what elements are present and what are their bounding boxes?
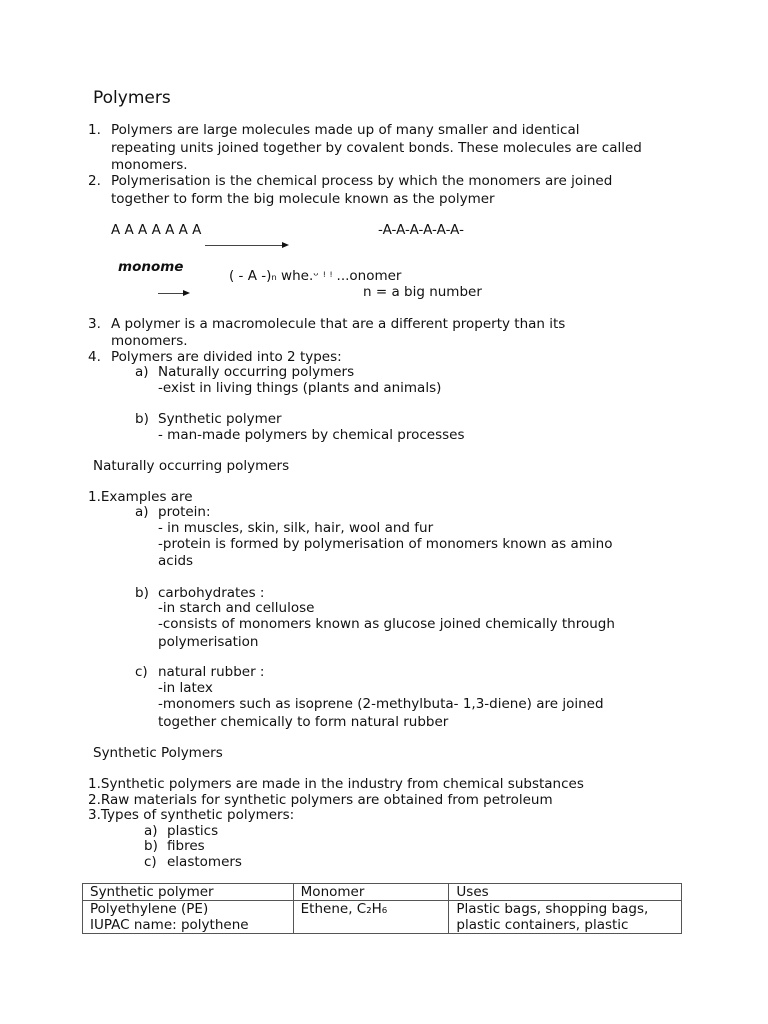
- paragraph-line: Polymerisation is the chemical process by which the monomers are joined: [111, 173, 613, 189]
- sub-label: c): [144, 854, 157, 870]
- paragraph-line: 2.Raw materials for synthetic polymers are obtained from petroleum: [88, 792, 553, 808]
- paragraph-line: monomers.: [111, 333, 188, 349]
- sub-label: b): [135, 411, 149, 427]
- n-note: n = a big number: [363, 284, 482, 300]
- sub-item: carbohydrates :: [158, 585, 265, 601]
- table-header-cell: Monomer: [293, 884, 449, 901]
- cell-line: plastic containers, plastic: [456, 917, 629, 933]
- cell-line: Ethene, C₂H₆: [300, 901, 388, 917]
- sub-item: fibres: [167, 838, 205, 854]
- cell-line: IUPAC name: polythene: [90, 917, 249, 933]
- sub-desc: polymerisation: [158, 634, 259, 650]
- sub-desc: together chemically to form natural rubber: [158, 714, 449, 730]
- cell-line: Plastic bags, shopping bags,: [456, 901, 649, 917]
- sub-item: Naturally occurring polymers: [158, 364, 355, 380]
- section-heading: Naturally occurring polymers: [93, 458, 290, 474]
- section-heading: Synthetic Polymers: [93, 745, 223, 761]
- paragraph-line: A polymer is a macromolecule that are a different property than its: [111, 316, 566, 332]
- sub-label: b): [144, 838, 158, 854]
- sub-desc: -exist in living things (plants and animals): [158, 380, 442, 396]
- sub-desc: -protein is formed by polymerisation of monomers known as amino: [158, 536, 613, 552]
- examples-line: 1.Examples are: [88, 489, 193, 505]
- sub-desc: -monomers such as isoprene (2-methylbuta- 1,3-diene) are joined: [158, 696, 604, 712]
- table-row: [83, 901, 682, 934]
- paragraph-line: Polymers are large molecules made up of many smaller and identical: [111, 122, 580, 138]
- list-number: 2.: [88, 173, 101, 189]
- monomer-row: A A A A A A A: [111, 222, 202, 238]
- sub-label: b): [135, 585, 149, 601]
- sub-item: plastics: [167, 823, 219, 839]
- list-number: 3.: [88, 316, 101, 332]
- sub-label: c): [135, 664, 148, 680]
- paragraph-line: 1.Synthetic polymers are made in the industry from chemical substances: [88, 776, 584, 792]
- sub-item: Synthetic polymer: [158, 411, 282, 427]
- table-cell: [449, 901, 682, 934]
- list-number: 1.: [88, 122, 101, 138]
- sub-item: protein:: [158, 504, 211, 520]
- sub-desc: -in starch and cellulose: [158, 600, 315, 616]
- sub-label: a): [135, 504, 149, 520]
- reaction-arrow-icon: [205, 245, 283, 246]
- paragraph-line: Polymers are divided into 2 types:: [111, 349, 342, 365]
- table-cell: [83, 901, 294, 934]
- cell-line: Polyethylene (PE): [90, 901, 209, 917]
- sub-desc: acids: [158, 553, 194, 569]
- polymer-chain: -A-A-A-A-A-A-: [378, 222, 464, 238]
- sub-desc: -in latex: [158, 680, 213, 696]
- sub-desc: - man-made polymers by chemical processes: [158, 427, 465, 443]
- sub-label: a): [135, 364, 149, 380]
- sub-desc: - in muscles, skin, silk, hair, wool and fur: [158, 520, 434, 536]
- table-header-cell: Uses: [449, 884, 682, 901]
- small-arrow-icon: [158, 293, 184, 294]
- polymer-table: [82, 883, 682, 934]
- list-number: 4.: [88, 349, 101, 365]
- paragraph-line: monomers.: [111, 157, 188, 173]
- sub-desc: -consists of monomers known as glucose joined chemically through: [158, 616, 615, 632]
- monomer-label: monome: [118, 259, 184, 275]
- table-cell: [293, 901, 449, 934]
- sub-item: natural rubber :: [158, 664, 265, 680]
- page-title: Polymers: [93, 88, 171, 108]
- paragraph-line: 3.Types of synthetic polymers:: [88, 807, 295, 823]
- paragraph-line: together to form the big molecule known as the polymer: [111, 191, 495, 207]
- sub-item: elastomers: [167, 854, 242, 870]
- paragraph-line: repeating units joined together by covalent bonds. These molecules are called: [111, 140, 642, 156]
- table-header-row: [83, 884, 682, 901]
- table-header-cell: Synthetic polymer: [83, 884, 294, 901]
- sub-label: a): [144, 823, 158, 839]
- polymer-formula: ( - A -)ₙ whe.ᵕ ᵎ ᵎ ...onomer: [229, 268, 402, 284]
